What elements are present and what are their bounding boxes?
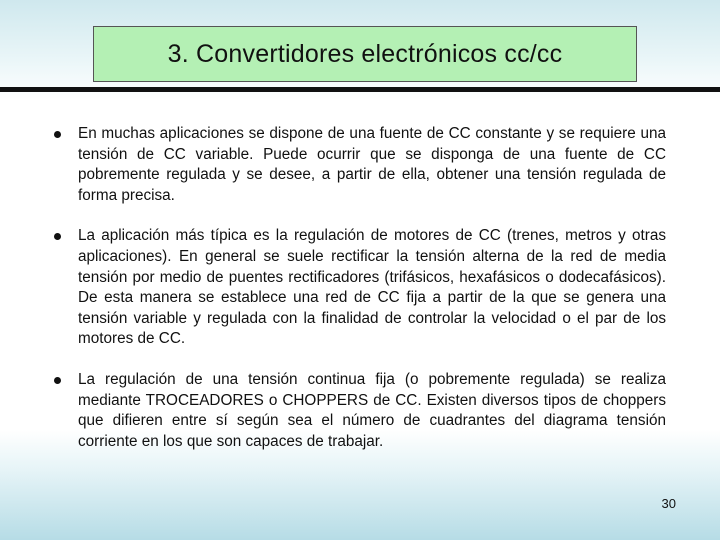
bullet-dot-icon: [54, 233, 61, 240]
bullet-text: La regulación de una tensión continua fija (o pobremente regulada) se realiza mediante TROCEADORES o CHOPPERS de CC. Existen diversos tipos de choppers que difieren entre sí según sea el número de cuadrantes del diagrama tensión corriente en los que son capaces de trabajar.: [78, 370, 666, 450]
slide-title: 3. Convertidores electrónicos cc/cc: [167, 39, 563, 68]
bullet-text: La aplicación más típica es la regulación de motores de CC (trenes, metros y otras aplicaciones). En general se suele rectificar la tensión alterna de la red de media tensión por medio de puentes rectificadores (trifásicos, hexafásicos o dodecafásicos). De esta manera se establece una red de CC fija a partir de la que se genera una tensión variable y regulada con la finalidad de controlar la velocidad o el par de los motores de CC.: [78, 227, 666, 348]
bullet-item-2: [50, 226, 666, 350]
bullet-list: [50, 124, 666, 472]
title-divider: [0, 87, 720, 92]
slide-title-box: [93, 26, 637, 82]
bullet-text: En muchas aplicaciones se dispone de una fuente de CC constante y se requiere una tensión de CC variable. Puede ocurrir que se disponga de una fuente de CC pobremente regulada y se desee, a partir de ella, obtener una tensión regulada de forma precisa.: [78, 125, 666, 204]
bullet-item-3: [50, 370, 666, 452]
bullet-dot-icon: [54, 377, 61, 384]
bullet-dot-icon: [54, 131, 61, 138]
bullet-item-1: [50, 124, 666, 206]
page-number: 30: [661, 496, 676, 511]
